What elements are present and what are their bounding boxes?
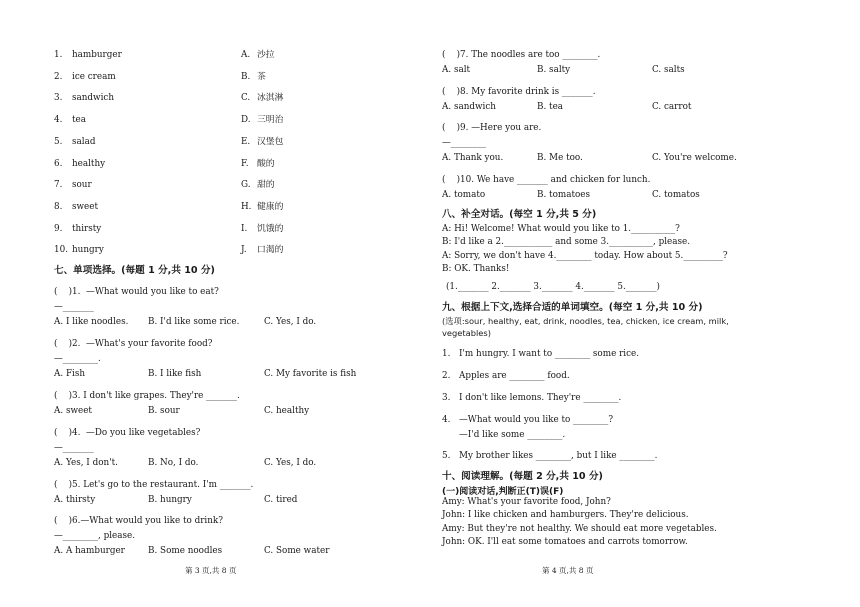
match-chinese-word: 汉堡包	[257, 136, 284, 147]
mc-answer-blank: —________, please.	[54, 531, 135, 541]
dialog-line: A: Sorry, we don't have 4.________ today. How about 5._________?	[442, 250, 728, 261]
match-english-word: sweet	[72, 201, 98, 212]
match-letter: B.	[241, 71, 251, 82]
match-english-word: healthy	[72, 158, 106, 169]
mc-answer-blank: —_______	[54, 443, 94, 453]
mc-option: C. My favorite is fish	[264, 369, 357, 379]
match-letter: I.	[241, 223, 248, 234]
match-number: 6.	[54, 158, 63, 169]
mc-option: C. tomatos	[652, 190, 700, 200]
mc-option: B. sour	[148, 406, 180, 416]
page-footer-left: 第 3 页,共 8 页	[185, 566, 237, 575]
mc-option: B. hungry	[148, 495, 192, 505]
match-english-word: tea	[72, 115, 86, 126]
fill-number: 5.	[442, 451, 451, 461]
section-9-title: 九、根据上下文,选择合适的单词填空。(每空 1 分,共 10 分)	[442, 302, 703, 313]
blanks-8: (1._______ 2._______ 3._______ 4._______ 5._______)	[446, 282, 660, 292]
mc-option: A. salt	[442, 65, 471, 75]
reading-line: John: OK. I'll eat some tomatoes and carrots tomorrow.	[442, 536, 688, 547]
fill-number: 2.	[442, 371, 451, 381]
mc-answer-blank: —________.	[54, 354, 101, 364]
match-chinese-word: 三明治	[257, 115, 284, 126]
match-english-word: hungry	[72, 245, 104, 256]
match-chinese-word: 冰淇淋	[257, 93, 284, 104]
match-english-word: sour	[72, 180, 92, 191]
match-letter: A.	[241, 50, 251, 60]
mc-option: A. thirsty	[54, 495, 96, 505]
match-letter: C.	[241, 93, 251, 104]
match-chinese-word: 甜的	[257, 180, 275, 191]
section-10-title: 十、阅读理解。(每题 2 分,共 10 分)	[442, 471, 603, 482]
match-chinese-word: 酸的	[257, 158, 275, 169]
dialog-line: B: I'd like a 2.___________ and some 3.__________, please.	[442, 237, 690, 248]
mc-question: ( )4. —Do you like vegetables?	[54, 428, 201, 438]
fill-sentence: I don't like lemons. They're ________.	[459, 393, 622, 403]
match-english-word: salad	[72, 136, 96, 147]
reading-line: Amy: But they're not healthy. We should eat more vegetables.	[442, 523, 717, 534]
mc-option: A. Yes, I don't.	[54, 458, 118, 468]
mc-question: ( )8. My favorite drink is _______.	[442, 87, 596, 97]
match-number: 5.	[54, 136, 63, 147]
reading-line: Amy: What's your favorite food, John?	[442, 497, 611, 507]
mc-option: C. carrot	[652, 102, 692, 112]
match-number: 10.	[54, 245, 68, 256]
mc-option: A. tomato	[442, 190, 486, 200]
match-letter: D.	[241, 115, 251, 126]
match-letter: F.	[241, 158, 249, 169]
match-english-word: sandwich	[72, 93, 114, 104]
mc-option: A. Thank you.	[442, 153, 504, 163]
dialog-line: B: OK. Thanks!	[442, 263, 510, 274]
match-number: 8.	[54, 201, 63, 212]
mc-option: A. I like noodles.	[54, 317, 129, 327]
match-chinese-word: 健康的	[257, 201, 284, 212]
mc-option: A. sweet	[54, 406, 92, 416]
match-chinese-word: 饥饿的	[257, 223, 284, 234]
mc-option: C. tired	[264, 495, 298, 505]
reading-line: John: I like chicken and hamburgers. They're delicious.	[442, 510, 689, 521]
mc-answer-blank: —_______	[54, 302, 94, 312]
match-chinese-word: 茶	[257, 71, 266, 82]
mc-option: A. Fish	[54, 369, 86, 379]
fill-number: 3.	[442, 393, 451, 403]
mc-option: B. Some noodles	[148, 546, 223, 556]
mc-question: ( )9. —Here you are.	[442, 123, 542, 133]
match-number: 1.	[54, 50, 63, 60]
page-footer-right: 第 4 页,共 8 页	[542, 566, 594, 575]
mc-option: B. No, I do.	[148, 458, 199, 468]
options-9-line2: vegetables)	[442, 328, 491, 338]
dialog-line: A: Hi! Welcome! What would you like to 1.__________?	[442, 224, 680, 234]
mc-option: C. You're welcome.	[652, 153, 737, 163]
mc-option: B. I like fish	[148, 369, 202, 379]
match-letter: E.	[241, 136, 251, 147]
mc-option: B. Me too.	[537, 153, 583, 163]
mc-option: C. healthy	[264, 406, 310, 416]
match-chinese-word: 口渴的	[257, 245, 284, 256]
mc-question: ( )10. We have _______ and chicken for lunch.	[442, 175, 651, 185]
fill-sentence: —I'd like some ________.	[459, 430, 566, 440]
mc-question: ( )6.—What would you like to drink?	[54, 516, 223, 526]
options-9-line1: (选项:sour, healthy, eat, drink, noodles, tea, chicken, ice cream, milk,	[442, 316, 729, 326]
mc-option: B. salty	[537, 65, 571, 75]
match-number: 7.	[54, 180, 63, 191]
mc-option: C. salts	[652, 65, 685, 75]
mc-option: A. A hamburger	[54, 546, 125, 556]
mc-question: ( )7. The noodles are too ________.	[442, 50, 601, 60]
mc-option: B. I'd like some rice.	[148, 317, 240, 327]
mc-question: ( )5. Let's go to the restaurant. I'm _______.	[54, 480, 254, 490]
mc-option: B. tea	[537, 102, 564, 112]
section-10-subtitle: (一)阅读对话,判断正(T)误(F)	[442, 487, 564, 497]
match-english-word: thirsty	[72, 223, 102, 234]
mc-option: C. Some water	[264, 546, 330, 556]
match-number: 3.	[54, 93, 63, 104]
section-8-title: 八、补全对话。(每空 1 分,共 5 分)	[442, 209, 597, 220]
match-number: 9.	[54, 223, 63, 234]
match-letter: G.	[241, 180, 251, 191]
fill-number: 1.	[442, 349, 451, 359]
section-7-title: 七、单项选择。(每题 1 分,共 10 分)	[54, 265, 215, 276]
match-english-word: ice cream	[72, 71, 116, 82]
match-chinese-word: 沙拉	[257, 50, 275, 60]
fill-sentence: I'm hungry. I want to ________ some rice.	[459, 349, 640, 359]
fill-sentence: —What would you like to ________?	[459, 415, 614, 425]
mc-option: A. sandwich	[442, 102, 496, 112]
match-number: 4.	[54, 115, 63, 126]
match-letter: J.	[241, 245, 247, 256]
fill-sentence: Apples are ________ food.	[459, 371, 570, 381]
match-number: 2.	[54, 71, 63, 82]
mc-question: ( )1. —What would you like to eat?	[54, 287, 219, 297]
mc-question: ( )2. —What's your favorite food?	[54, 339, 213, 349]
fill-sentence: My brother likes ________, but I like ________.	[459, 451, 658, 461]
match-english-word: hamburger	[72, 50, 122, 60]
match-letter: H.	[241, 201, 252, 212]
mc-option: B. tomatoes	[537, 190, 591, 200]
mc-option: C. Yes, I do.	[264, 458, 317, 468]
mc-question: ( )3. I don't like grapes. They're _______.	[54, 391, 240, 401]
mc-option: C. Yes, I do.	[264, 317, 317, 327]
fill-number: 4.	[442, 415, 451, 425]
mc-answer-blank: —________	[442, 138, 486, 148]
